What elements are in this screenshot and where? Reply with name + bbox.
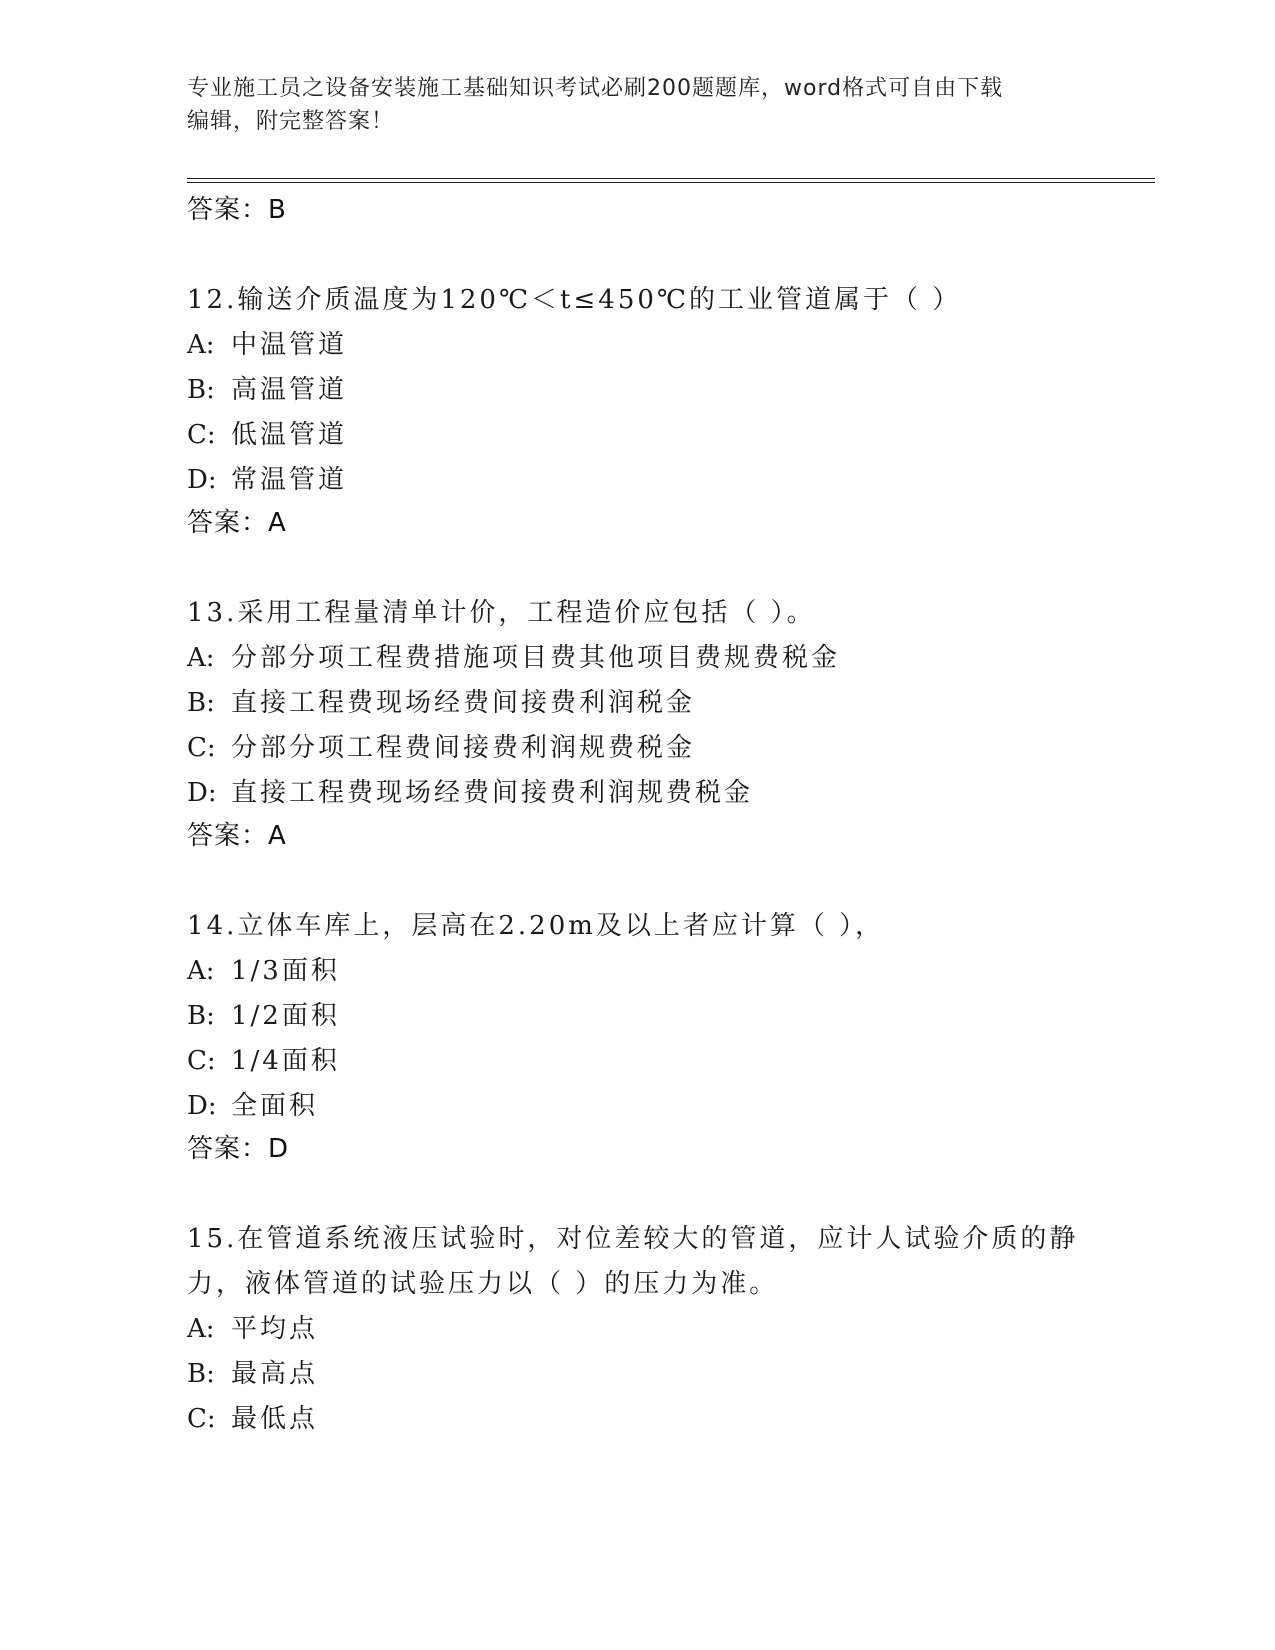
answer-line: 答案：B <box>187 195 287 225</box>
option-text: 低温管道 <box>231 420 348 450</box>
question-15 <box>187 1217 1087 1442</box>
option-letter: C: <box>187 1046 216 1076</box>
question-text: 12.输送介质温度为120℃＜t≤450℃的工业管道属于（ ） <box>187 285 962 315</box>
option-c <box>187 1397 1087 1442</box>
question-text: 14.立体车库上，层高在2.20m及以上者应计算（ ）， <box>187 911 885 941</box>
option-text: 常温管道 <box>231 465 348 495</box>
option-letter: C: <box>187 733 216 763</box>
option-letter: B: <box>187 1359 215 1389</box>
option-letter: B: <box>187 375 215 405</box>
option-letter: A: <box>187 330 215 360</box>
option-c <box>187 413 1087 458</box>
header-divider-top <box>187 178 1155 179</box>
option-c <box>187 726 1087 771</box>
option-text: 最低点 <box>231 1404 319 1434</box>
option-letter: B: <box>187 1001 215 1031</box>
option-b <box>187 994 1087 1039</box>
question-12 <box>187 278 1087 543</box>
option-text: 最高点 <box>231 1359 319 1389</box>
option-text: 1/2面积 <box>231 1001 340 1031</box>
option-letter: D: <box>187 778 217 808</box>
option-c <box>187 1039 1087 1084</box>
option-a <box>187 636 1087 681</box>
option-letter: C: <box>187 1404 216 1434</box>
option-letter: B: <box>187 688 215 718</box>
header-divider-bottom <box>187 182 1155 183</box>
option-d <box>187 458 1087 503</box>
option-text: 全面积 <box>231 1091 319 1121</box>
header-line-1: 专业施工员之设备安装施工基础知识考试必刷200题题库，word格式可自由下载 <box>187 76 1004 101</box>
option-b <box>187 368 1087 413</box>
option-text: 中温管道 <box>231 330 348 360</box>
option-text: 分部分项工程费间接费利润规费税金 <box>231 733 696 763</box>
question-list <box>187 190 1087 1442</box>
option-letter: A: <box>187 1314 215 1344</box>
document-header <box>187 72 1067 138</box>
option-b <box>187 1352 1087 1397</box>
option-text: 平均点 <box>231 1314 319 1344</box>
option-d <box>187 771 1087 816</box>
option-text: 分部分项工程费措施项目费其他项目费规费税金 <box>231 643 841 673</box>
question-14 <box>187 904 1087 1169</box>
option-text: 高温管道 <box>231 375 348 405</box>
option-b <box>187 681 1087 726</box>
question-text: 15.在管道系统液压试验时，对位差较大的管道，应计人试验介质的静力，液体管道的试验压力以（ ）的压力为准。 <box>187 1224 1079 1299</box>
header-line-2: 编辑，附完整答案！ <box>187 109 395 134</box>
option-text: 1/3面积 <box>231 956 340 986</box>
option-letter: D: <box>187 465 217 495</box>
question-text: 13.采用工程量清单计价，工程造价应包括（ ）。 <box>187 598 816 628</box>
option-a <box>187 323 1087 368</box>
option-text: 直接工程费现场经费间接费利润规费税金 <box>231 778 754 808</box>
option-letter: D: <box>187 1091 217 1121</box>
option-text: 1/4面积 <box>231 1046 340 1076</box>
option-a <box>187 949 1087 994</box>
option-letter: A: <box>187 643 215 673</box>
option-letter: C: <box>187 420 216 450</box>
option-d <box>187 1084 1087 1129</box>
option-a <box>187 1307 1087 1352</box>
question-13 <box>187 591 1087 856</box>
option-letter: A: <box>187 956 215 986</box>
answer-line: 答案：A <box>187 821 287 851</box>
answer-line: 答案：D <box>187 1134 290 1164</box>
answer-line: 答案：A <box>187 508 287 538</box>
option-text: 直接工程费现场经费间接费利润税金 <box>231 688 696 718</box>
